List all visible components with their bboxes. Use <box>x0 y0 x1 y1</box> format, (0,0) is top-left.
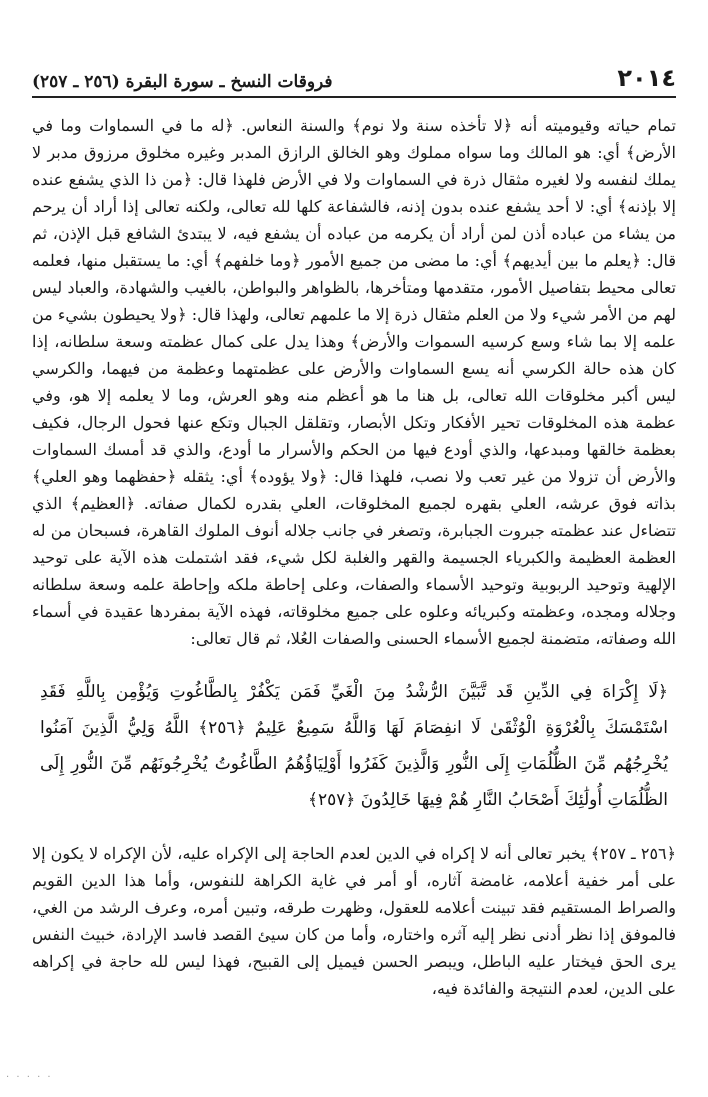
page-body <box>32 112 676 1002</box>
tafsir-paragraph: تمام حياته وقيوميته أنه ﴿لا تأخذه سنة ولا نوم﴾ والسنة النعاس. ﴿له ما في السماوات وما في الأرض﴾ أي: هو المالك وما سواه مملوك وهو الخالق الرازق المدبر وغيره مخلوق مرزوق مدبر لا يملك لنفسه ولا لغيره مثقال ذرة في السماوات ولا في الأرض فلهذا قال: ﴿من ذا الذي يشفع عنده إلا بإذنه﴾ أي: لا أحد يشفع عنده بدون إذنه، فالشفاعة كلها لله تعالى، ولكنه تعالى إذا أراد أن يرحم من يشاء من عباده أذن لمن أراد أن يكرمه من عباده أن يشفع فيه، لا يبتدئ الشافع قبل الإذن، ثم قال: ﴿يعلم ما بين أيديهم﴾ أي: ما مضى من جميع الأمور ﴿وما خلفهم﴾ أي: ما يستقبل منها، فعلمه تعالى محيط بتفاصيل الأمور، متقدمها ومتأخرها، بالظواهر والبواطن، بالغيب والشهادة، والعباد ليس لهم من الأمر شيء ولا من العلم مثقال ذرة إلا ما علمهم تعالى، ولهذا قال: ﴿ولا يحيطون بشيء من علمه إلا بما شاء وسع كرسيه السموات والأرض﴾ وهذا يدل على كمال عظمته وسعة سلطانه، إذا كان هذه حالة الكرسي أنه يسع السماوات والأرض على عظمتهما وعظمة من فيهما، والكرسي ليس أكبر مخلوقات الله تعالى، بل هنا ما هو أعظم منه وهو العرش، وما لا يعلمه إلا هو، وفي عظمة هذه المخلوقات تحير الأفكار وتكل الأبصار، وتقلقل الجبال وتكع عنها فحول الرجال، فكيف بعظمة خالقها ومبدعها، والذي أودع فيها من الحكم والأسرار ما أودع، والذي قد أمسك السماوات والأرض أن تزولا من غير تعب ولا نصب، فلهذا قال: ﴿ولا يؤوده﴾ أي: يثقله ﴿حفظهما وهو العلي﴾ بذاته فوق عرشه، العلي بقهره لجميع المخلوقات، العلي بقدره لكمال صفاته. ﴿العظيم﴾ الذي تتضاءل عند عظمته جبروت الجبابرة، وتصغر في جانب جلاله أنوف الملوك القاهرة، فسبحان من له العظمة العظيمة والكبرياء الجسيمة والقهر والغلبة لكل شيء، فقد اشتملت هذه الآية على توحيد الإلهية وتوحيد الربوبية وتوحيد الأسماء والصفات، وعلى إحاطة ملكه وإحاطة علمه وسعة سلطانه وجلاله ومجده، وعظمته وكبريائه وعلوه على جميع مخلوقاته، فهذه الآية بمفردها عقيدة في أسماء الله وصفاته، متضمنة لجميع الأسماء الحسنى والصفات العُلا، ثم قال تعالى: <box>32 116 677 648</box>
running-head: فروقات النسخ ـ سورة البقرة (٢٥٦ ـ ٢٥٧) <box>32 72 333 92</box>
quran-verse-block: ﴿لَا إِكْرَاهَ فِي الدِّينِ قَد تَّبَيَّنَ الرُّشْدُ مِنَ الْغَيِّ فَمَن يَكْفُرْ بِالطَّاغُوتِ وَيُؤْمِن بِاللَّهِ فَقَدِ اسْتَمْسَكَ بِالْعُرْوَةِ الْوُثْقَىٰ لَا انفِصَامَ لَهَا وَاللَّهُ سَمِيعٌ عَلِيمٌ ﴿٢٥٦﴾ اللَّهُ وَلِيُّ الَّذِينَ آمَنُوا يُخْرِجُهُم مِّنَ الظُّلُمَاتِ إِلَى النُّورِ وَالَّذِينَ كَفَرُوا أَوْلِيَاؤُهُمُ الطَّاغُوتُ يُخْرِجُونَهُم مِّنَ النُّورِ إِلَى الظُّلُمَاتِ أُولَٰئِكَ أَصْحَابُ النَّارِ هُمْ فِيهَا خَالِدُونَ ﴿٢٥٧﴾ <box>40 682 668 810</box>
commentary-paragraph: ﴿٢٥٦ ـ ٢٥٧﴾ يخبر تعالى أنه لا إكراه في الدين لعدم الحاجة إلى الإكراه عليه، لأن الإكراه لا يكون إلا على أمر خفية أعلامه، غامضة آثاره، أو أمر في غاية الكراهة للنفوس، وأما هذا الدين القويم والصراط المستقيم فقد تبينت أعلامه للعقول، وظهرت طرقه، وتبين أمره، وعرف الرشد من الغي، فالموفق إذا نظر أدنى نظر إليه آثره واختاره، وأما من كان سيئ القصد فاسد الإرادة، خبيث النفس يرى الحق فيختار عليه الباطل، ويبصر الحسن فيميل إلى القبيح، فهذا ليس لله حاجة في إكراهه على الدين، لعدم النتيجة والفائدة فيه، <box>32 844 677 998</box>
page-number: ٢٠١٤ <box>617 64 676 92</box>
header-rule <box>32 96 676 98</box>
margin-mark: · · · · · <box>6 1072 53 1083</box>
page-header <box>32 56 676 92</box>
